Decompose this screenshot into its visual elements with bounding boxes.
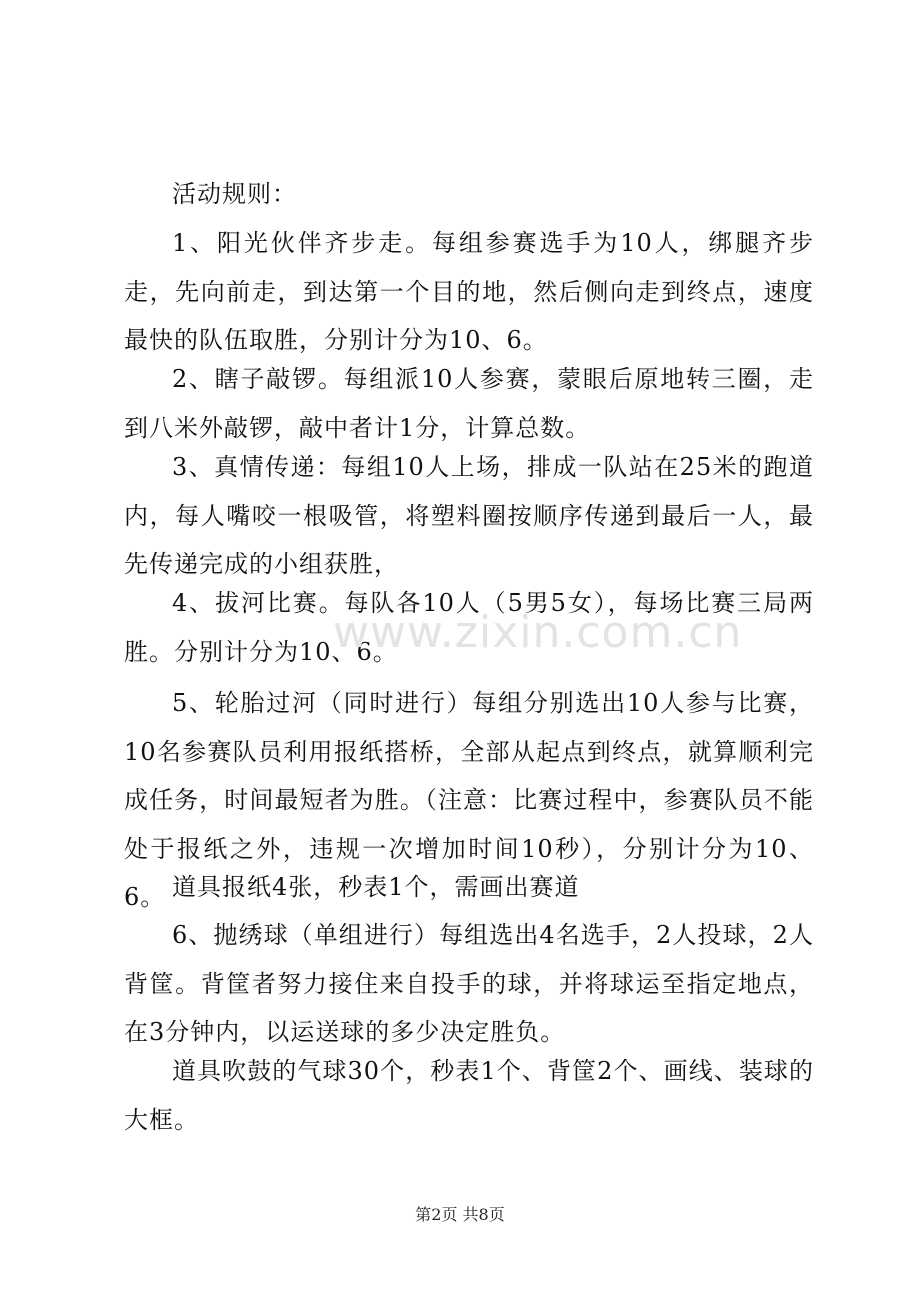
props-note-1: 道具报纸4张，秒表1个，需画出赛道: [172, 873, 580, 901]
page-footer: 第2页 共8页: [415, 1205, 505, 1224]
rule-paragraph-4: 4、拔河比赛。每队各10人（5男5女），每场比赛三局两胜。分别计分为10、6。: [124, 589, 814, 666]
rule-paragraph-5: 5、轮胎过河（同时进行）每组分别选出10人参与比赛，10名参赛队员利用报纸搭桥，全部从起点到终点，就算顺利完成任务，时间最短者为胜。（注意：比赛过程中，参赛队员不能处于报纸之外，违规一次增加时间10秒），分别计分为10、6。: [124, 689, 814, 911]
rule-paragraph-2: 2、瞎子敲锣。每组派10人参赛，蒙眼后原地转三圈，走到八米外敲锣，敲中者计1分，计算总数。: [124, 365, 814, 442]
section-heading: 活动规则：: [172, 180, 297, 208]
rule-paragraph-1: 1、阳光伙伴齐步走。每组参赛选手为10人，绑腿齐步走，先向前走，到达第一个目的地，然后侧向走到终点，速度最快的队伍取胜，分别计分为10、6。: [124, 229, 814, 354]
props-note-2: 道具吹鼓的气球30个，秒表1个、背筐2个、画线、装球的大框。: [124, 1057, 814, 1134]
rule-paragraph-6: 6、抛绣球（单组进行）每组选出4名选手，2人投球，2人背筐。背筐者努力接住来自投手的球，并将球运至指定地点，在3分钟内，以运送球的多少决定胜负。: [124, 921, 814, 1046]
watermark: www.zixin.com.cn: [333, 607, 743, 658]
rule-paragraph-3: 3、真情传递：每组10人上场，排成一队站在25米的跑道内，每人嘴咬一根吸管，将塑料圈按顺序传递到最后一人，最先传递完成的小组获胜，: [124, 453, 814, 578]
